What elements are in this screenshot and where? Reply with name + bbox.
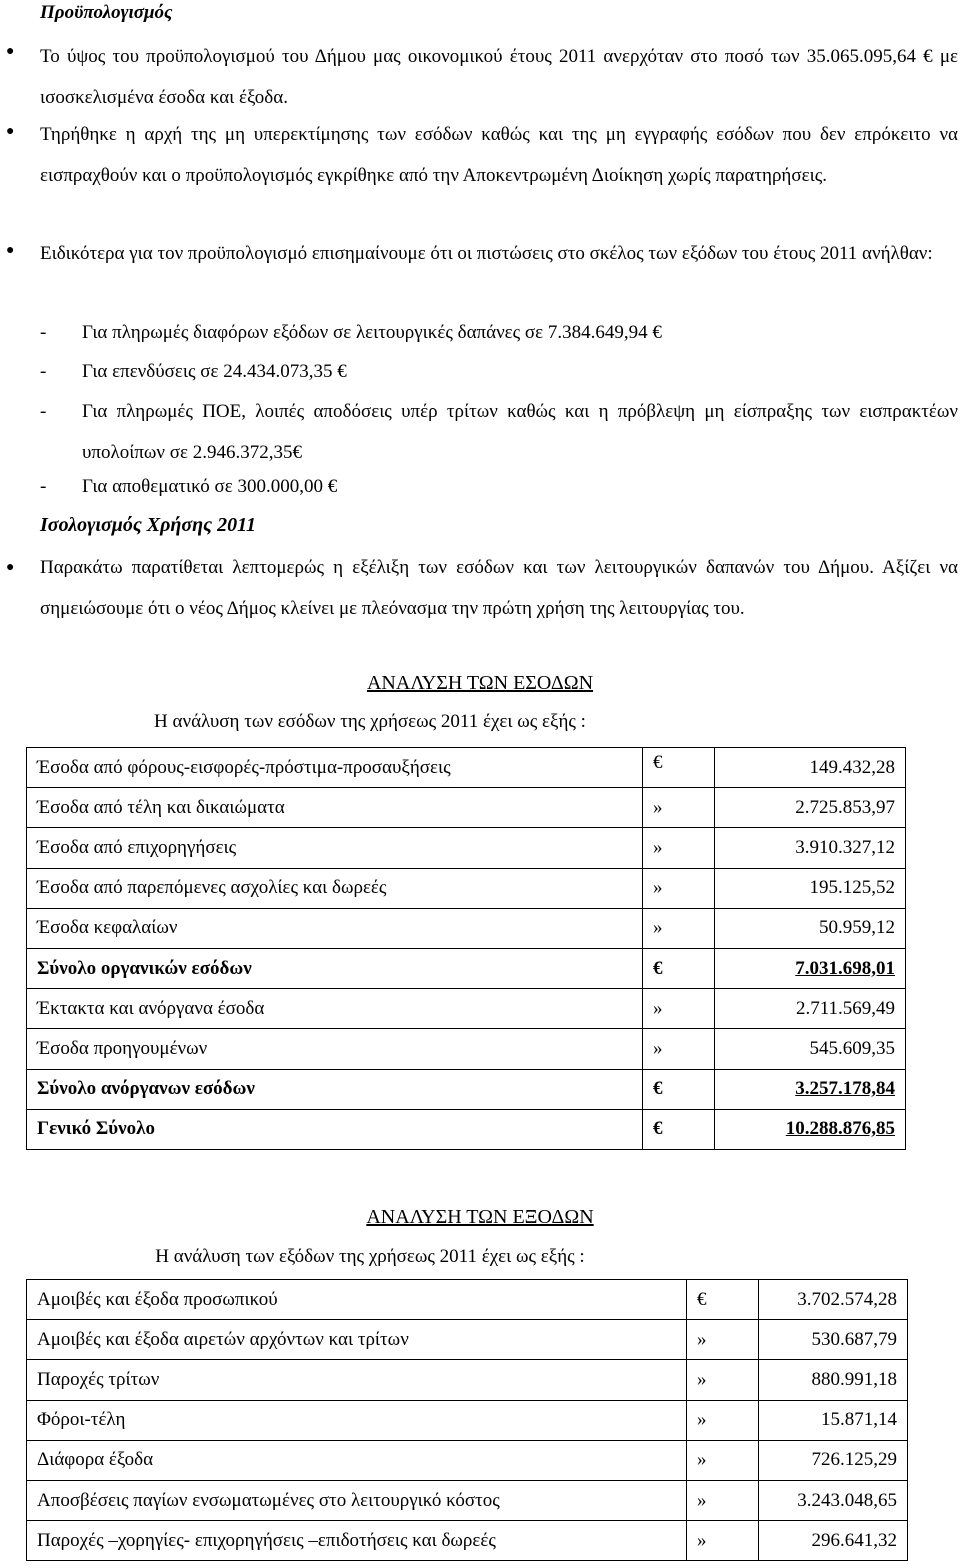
expenses-label: Αποσβέσεις παγίων ενσωματωμένες στο λειτουργικό κόστος [27,1480,687,1520]
bullet-paragraph-balance: Παρακάτω παρατίθεται λεπτομερώς η εξέλιξη των εσόδων και των λειτουργικών δαπανών του Δήμου. Αξίζει να σημειώσουμε ότι ο νέος Δήμος κλείνει με πλεόνασμα την πρώτη χρήση της λειτουργίας του. [40,557,958,619]
expenses-row [27,1521,908,1561]
revenue-row [27,748,906,788]
revenue-label: Γενικό Σύνολο [27,1109,643,1149]
revenue-row [27,908,906,948]
expenses-label: Παροχές τρίτων [27,1360,687,1400]
dash-item-operating [40,313,958,354]
expenses-amount: 880.991,18 [759,1360,908,1400]
revenue-amount: 2.725.853,97 [715,788,906,828]
expenses-currency: » [687,1440,759,1480]
revenue-currency: € [643,948,715,988]
expenses-amount: 726.125,29 [759,1440,908,1480]
revenue-label: Έσοδα από τέλη και δικαιώματα [27,788,643,828]
revenue-section-intro: Η ανάλυση των εσόδων της χρήσεως 2011 έχει ως εξής : [154,711,586,732]
revenue-amount: 545.609,35 [715,1029,906,1069]
revenue-currency: € [643,1109,715,1149]
revenue-amount: 10.288.876,85 [715,1109,906,1149]
revenue-row [27,868,906,908]
expenses-currency: » [687,1320,759,1360]
revenue-label: Σύνολο οργανικών εσόδων [27,948,643,988]
revenue-label: Έκτακτα και ανόργανα έσοδα [27,989,643,1029]
dash-item-reserve [40,467,958,508]
dash-marker: - [40,322,47,343]
revenue-amount: 3.910.327,12 [715,828,906,868]
bullet-paragraph-1: Το ύψος του προϋπολογισμού του Δήμου μας οικονομικού έτους 2011 ανερχόταν στο ποσό των 35.065.095,64 € με ισοσκελισμένα έσοδα και έξοδα. [40,46,958,108]
expenses-currency: » [687,1400,759,1440]
expenses-currency: € [687,1280,759,1320]
revenue-row [27,1069,906,1109]
expenses-section-title: ΑΝΑΛΥΣΗ ΤΩΝ ΕΞΟΔΩΝ [366,1206,594,1228]
expenses-row [27,1320,908,1360]
dash-item-investments [40,352,958,393]
expenses-amount: 3.243.048,65 [759,1480,908,1520]
revenue-currency: » [643,788,715,828]
expenses-section-intro: Η ανάλυση των εξόδων της χρήσεως 2011 έχει ως εξής : [155,1246,585,1267]
revenue-row [27,828,906,868]
expenses-currency: » [687,1521,759,1561]
bullet-marker: ● [6,124,15,139]
bullet-marker: ● [6,560,15,575]
dash-marker: - [40,361,47,382]
heading-budget: Προϋπολογισμός [40,2,173,23]
revenue-row [27,788,906,828]
revenue-row [27,948,906,988]
revenue-label: Έσοδα από φόρους-εισφορές-πρόστιμα-προσαυξήσεις [27,748,643,788]
dash-item-text: Για αποθεματικό σε 300.000,00 € [82,476,338,497]
expenses-label: Φόροι-τέλη [27,1400,687,1440]
revenue-label: Έσοδα κεφαλαίων [27,908,643,948]
revenue-table [26,747,906,1150]
dash-item-text: Για πληρωμές ΠΟΕ, λοιπές αποδόσεις υπέρ τρίτων καθώς και η πρόβλεψη μη είσπραξης των εισπρακτέων υπολοίπων σε 2.946.372,35€ [82,401,958,463]
expenses-row [27,1400,908,1440]
revenue-amount: 149.432,28 [715,748,906,788]
dash-item-text: Για επενδύσεις σε 24.434.073,35 € [82,361,347,382]
expenses-table [26,1279,908,1561]
revenue-currency: » [643,828,715,868]
revenue-currency: » [643,1029,715,1069]
revenue-row [27,1029,906,1069]
revenue-amount: 7.031.698,01 [715,948,906,988]
revenue-label: Έσοδα από παρεπόμενες ασχολίες και δωρεές [27,868,643,908]
revenue-section-title: ΑΝΑΛΥΣΗ ΤΩΝ ΕΣΟΔΩΝ [366,672,594,694]
revenue-label: Έσοδα από επιχορηγήσεις [27,828,643,868]
expenses-currency: » [687,1480,759,1520]
revenue-amount: 3.257.178,84 [715,1069,906,1109]
expenses-row [27,1480,908,1520]
revenue-amount: 2.711.569,49 [715,989,906,1029]
expenses-amount: 296.641,32 [759,1521,908,1561]
expenses-amount: 530.687,79 [759,1320,908,1360]
bullet-marker: ● [6,44,15,59]
expenses-label: Διάφορα έξοδα [27,1440,687,1480]
expenses-label: Αμοιβές και έξοδα προσωπικού [27,1280,687,1320]
revenue-row [27,1109,906,1149]
revenue-label: Σύνολο ανόργανων εσόδων [27,1069,643,1109]
bullet-paragraph-3: Ειδικότερα για τον προϋπολογισμό επισημαίνουμε ότι οι πιστώσεις στο σκέλος των εξόδων του έτους 2011 ανήλθαν: [40,243,933,264]
revenue-currency: » [643,989,715,1029]
revenue-amount: 50.959,12 [715,908,906,948]
revenue-currency: € [643,1069,715,1109]
revenue-label: Έσοδα προηγουμένων [27,1029,643,1069]
dash-marker: - [40,476,47,497]
dash-item-poe [40,392,958,473]
expenses-row [27,1360,908,1400]
revenue-amount: 195.125,52 [715,868,906,908]
dash-marker: - [40,401,47,422]
revenue-currency: » [643,868,715,908]
expenses-currency: » [687,1360,759,1400]
expenses-amount: 3.702.574,28 [759,1280,908,1320]
heading-balance-sheet: Ισολογισμός Χρήσης 2011 [40,514,256,536]
expenses-amount: 15.871,14 [759,1400,908,1440]
expenses-label: Παροχές –χορηγίες- επιχορηγήσεις –επιδοτήσεις και δωρεές [27,1521,687,1561]
expenses-row [27,1440,908,1480]
dash-item-text: Για πληρωμές διαφόρων εξόδων σε λειτουργικές δαπάνες σε 7.384.649,94 € [82,322,662,343]
revenue-currency: € [643,748,715,788]
bullet-paragraph-2: Τηρήθηκε η αρχή της μη υπερεκτίμησης των εσόδων καθώς και της μη εγγραφής εσόδων που δεν επρόκειτο να εισπραχθούν και ο προϋπολογισμός εγκρίθηκε από την Αποκεντρωμένη Διοίκηση χωρίς παρατηρήσεις. [40,124,958,186]
expenses-row [27,1280,908,1320]
bullet-marker: ● [6,243,15,258]
revenue-row [27,989,906,1029]
expenses-label: Αμοιβές και έξοδα αιρετών αρχόντων και τρίτων [27,1320,687,1360]
revenue-currency: » [643,908,715,948]
